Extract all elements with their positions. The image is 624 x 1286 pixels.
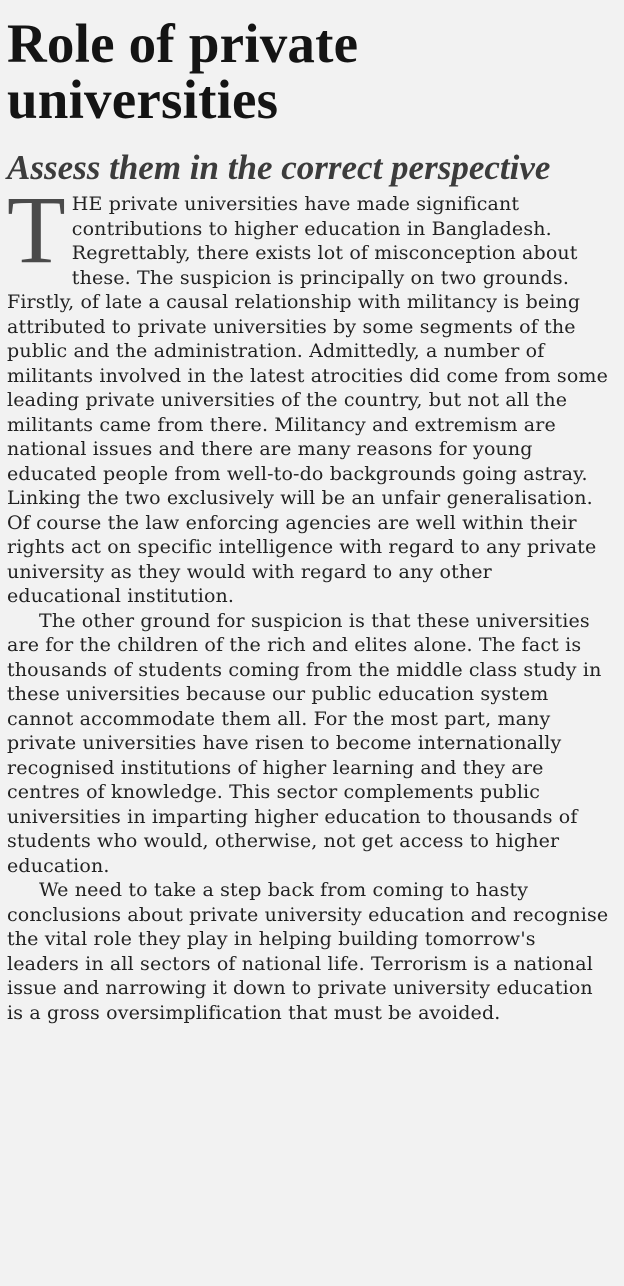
subheadline: Assess them in the correct perspective: [7, 148, 551, 187]
drop-cap: T: [7, 176, 66, 283]
paragraph-2: The other ground for suspicion is that these universities are for the children of the rich and elites alone. The fact is thousands of students coming from the middle class study in these universities because our public education system cannot accommodate them all. For the most part, many private universities have risen to become internationally recognised institutions of higher learning and they are centres of knowledge. This sector complements public universities in imparting higher education to thousands of students who would, otherwise, not get access to higher education.: [7, 609, 602, 877]
paragraph-1: [7, 176, 610, 609]
paragraph-1-text: HE private universities have made significant contributions to higher education in Bangladesh. Regrettably, there exists lot of misconception about these. The suspicion is principally on two grounds. Firstly, of late a causal relationship with militancy is being attributed to private universities by some segments of the public and the administration. Admittedly, a number of militants involved in the latest atrocities did come from some leading private universities of the country, but not all the militants came from there. Militancy and extremism are national issues and there are many reasons for young educated people from well-to-do backgrounds going astray. Linking the two exclusively will be an unfair generalisation. Of course the law enforcing agencies are well within their rights act on specific intelligence with regard to any private university as they would with regard to any other educational institution.: [7, 193, 608, 607]
article-body: [7, 176, 610, 1025]
paragraph-3: We need to take a step back from coming to hasty conclusions about private university education and recognise the vital role they play in helping building tomorrow's leaders in all sectors of national life. Terrorism is a national issue and narrowing it down to private university education is a gross oversimplification that must be avoided.: [7, 879, 609, 1024]
headline: Role of private universities: [7, 13, 359, 130]
